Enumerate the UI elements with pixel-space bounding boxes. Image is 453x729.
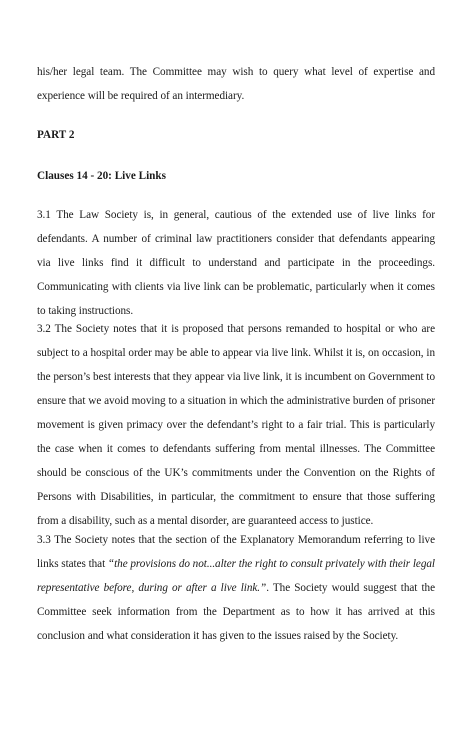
paragraph-3-3: [37, 528, 435, 648]
paragraph-3-1: 3.1 The Law Society is, in general, cautious of the extended use of live links for defendants. A number of criminal law practitioners consider that defendants appearing via live links find it difficult to understand and participate in the proceedings. Communicating with clients via live link can be problematic, particularly when it comes to taking instructions.: [37, 209, 435, 317]
part-heading: PART 2: [37, 129, 75, 141]
paragraph-3-3-lead: 3.3 The Society notes that the section of the Explanatory Memorandum referring to live links states that: [37, 534, 435, 570]
paragraph-3-3-quote: “the provisions do not...alter the right to consult privately with their legal representative before, during or after a live link.”: [37, 558, 435, 594]
intro-paragraph: his/her legal team. The Committee may wish to query what level of expertise and experience will be required of an intermediary.: [37, 66, 435, 102]
paragraph-3-2: 3.2 The Society notes that it is proposed that persons remanded to hospital or who are subject to a hospital order may be able to appear via live link. Whilst it is, on occasion, in the person’s best interests that they appear via live link, it is incumbent on Government to ensure that we avoid moving to a situation in which the administrative burden of prisoner movement is given primacy over the defendant’s right to a fair trial. This is particularly the case when it comes to defendants suffering from mental illnesses. The Committee should be conscious of the UK’s commitments under the Convention on the Rights of Persons with Disabilities, in particular, the commitment to ensure that those suffering from a disability, such as a mental disorder, are guaranteed access to justice.: [37, 323, 435, 527]
section-heading: Clauses 14 - 20: Live Links: [37, 170, 166, 182]
paragraph-3-3-tail: . The Society would suggest that the Committee seek information from the Department as to how it has arrived at this conclusion and what consideration it has given to the issues raised by the Society.: [37, 582, 435, 642]
